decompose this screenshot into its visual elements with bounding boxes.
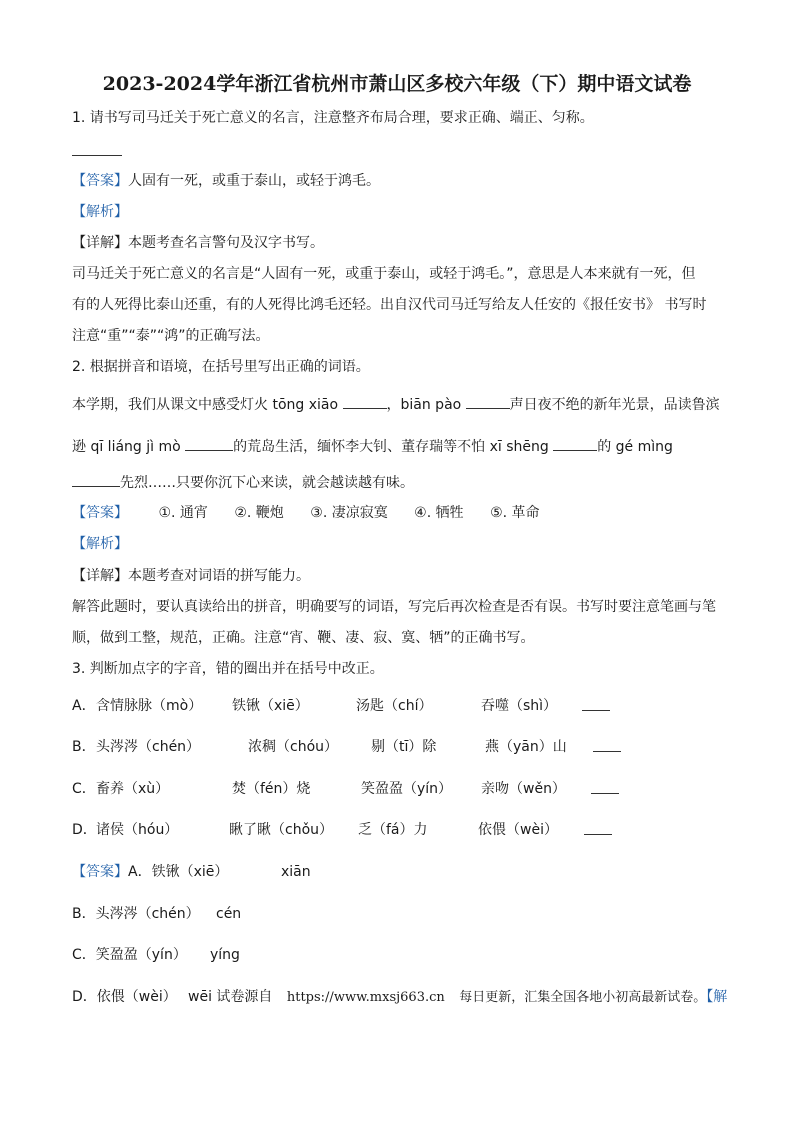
q3-answer-d: D．依偎（wèi） bbox=[72, 989, 177, 1005]
blank-1[interactable] bbox=[343, 394, 387, 409]
q2-line-3: 先烈……只要你沉下心来读，就会越读越有味。 bbox=[72, 472, 414, 493]
q3-question: 3. 判断加点字的字音，错的圈出并在括号中改正。 bbox=[72, 661, 384, 677]
q3-fix-d: wēi bbox=[188, 989, 212, 1005]
q1-detail: 本题考查名言警句及汉字书写。 bbox=[128, 235, 324, 251]
answer-blank-b[interactable] bbox=[593, 737, 621, 752]
q2-answer-1: ①. 通宵 bbox=[158, 505, 208, 521]
q1-analysis-tag: 【解析】 bbox=[72, 204, 128, 220]
q1-blank bbox=[72, 141, 122, 162]
q1-answer: 人固有一死，或重于泰山，或轻于鸿毛。 bbox=[128, 173, 380, 189]
blank-2[interactable] bbox=[466, 394, 510, 409]
detail-tag: 【详解】 bbox=[72, 235, 128, 251]
q2-answer-4: ④. 牺牲 bbox=[414, 505, 464, 521]
blank-4[interactable] bbox=[553, 436, 597, 451]
exam-page: 2023-2024学年浙江省杭州市萧山区多校六年级（下）期中语文试卷 1. 请书写司马迁关于死亡意义的名言，注意整齐布局合理，要求正确、端正、匀称。 【答案】人固有一死，或重于泰山，或轻于鸿毛。 【解析】 【详解】本题考查名言警句及汉字书写。 司马迁关于死亡意义的名言是“人固有一死，或重于泰山，或轻于鸿毛。”，意思是人本来就有一死，但 有的人死得比泰山还重，有的人死得比鸿毛还轻。出自汉代司马迁写给友人任安的《报任安书》 书写时 注意“重”“泰”“鸿”的正确写法。 2. 根据拼音和语境，在括号里写出正确的词语。 本学期，我们从课文中感受灯火 tōng xiāo ，biān pào 声日夜不绝的新年光景，品读鲁滨 逊 qī liáng jì mò 的荒岛生活，缅怀李大钊、董存瑞等不怕 xī shēng 的 gé mìng 先烈……只要你沉下心来读，就会越读越有味。 【答案】 ①. 通宵 ②. 鞭炮 ③. 凄凉寂寞 ④. 牺牲 ⑤. 革命 【解析】 【详解】本题考查对词语的拼写能力。 解答此题时，要认真读给出的拼音，明确要写的词语，写完后再次检查是否有误。书写时要注意笔画与笔 顺，做到工整，规范，正确。注意“宵、鞭、凄、寂、寞、牺”的正确书写。 3. 判断加点字的字音，错的圈出并在括号中改正。 A． 含情脉脉（mò） 铁锹（xiē） 汤匙（chí） 吞噬（shì） B． 头涔涔（chén） 浓稠（chóu） 剔（tī）除 燕（yān）山 C． 畜养（xù） 焚（fén）烧 笑盈盈（yín） 亲吻（wěn） D． 诸侯（hóu） 瞅了瞅（chǒu） 乏（fá）力 依偎（wèi） 【答案】A．铁锹（xiē） xiān B．头涔涔（chén） cén C．笑盈盈（yín） yíng D．依偎（wèi） wēi 试卷源自 https://www.mxsj663.cn 每日更新，汇集全国各地小初高最新试卷。【解 bbox=[0, 0, 794, 1123]
source-note: 试卷源自 bbox=[216, 989, 273, 1005]
source-note-2: 每日更新，汇集全国各地小初高最新试卷。 bbox=[459, 990, 707, 1005]
q3-fix-a: xiān bbox=[281, 864, 311, 880]
q2-analysis-tag: 【解析】 bbox=[72, 536, 128, 552]
q2-answer-2: ②. 鞭炮 bbox=[234, 505, 284, 521]
blank-5[interactable] bbox=[72, 472, 120, 487]
q1-question: 1. 请书写司马迁关于死亡意义的名言，注意整齐布局合理，要求正确、端正、匀称。 bbox=[72, 110, 594, 126]
q2-question: 2. 根据拼音和语境，在括号里写出正确的词语。 bbox=[72, 359, 370, 375]
q3-answer-d-fix-line bbox=[188, 987, 727, 1008]
answer-tag: 【答案】 bbox=[72, 173, 128, 189]
blank-3[interactable] bbox=[185, 436, 233, 451]
analysis-tag-cut: 【解 bbox=[706, 989, 728, 1005]
q3-fix-c: yíng bbox=[210, 947, 240, 963]
q1-answer-line bbox=[72, 171, 380, 191]
q1-explanation-2: 有的人死得比泰山还重，有的人死得比鸿毛还轻。出自汉代司马迁写给友人任安的《报任安书》 书写时 bbox=[72, 297, 707, 313]
q1-explanation-3: 注意“重”“泰”“鸿”的正确写法。 bbox=[72, 328, 270, 344]
q1-explanation-1: 司马迁关于死亡意义的名言是“人固有一死，或重于泰山，或轻于鸿毛。”，意思是人本来就有一死，但 bbox=[72, 266, 696, 282]
exam-title: 2023-2024学年浙江省杭州市萧山区多校六年级（下）期中语文试卷 bbox=[102, 73, 692, 95]
q2-answer-line bbox=[72, 503, 540, 523]
q3-answer-a: 【答案】A．铁锹（xiē） bbox=[72, 864, 229, 880]
q2-line-2: 逊 qī liáng jì mò 的荒岛生活，缅怀李大钊、董存瑞等不怕 xī shēng 的 gé mìng bbox=[72, 436, 673, 457]
q3-answer-c: C．笑盈盈（yín） bbox=[72, 947, 187, 963]
source-link[interactable]: https://www.mxsj663.cn bbox=[286, 990, 445, 1005]
answer-tag: 【答案】 bbox=[72, 505, 128, 521]
answer-blank-c[interactable] bbox=[591, 779, 619, 794]
q3-fix-b: cén bbox=[216, 906, 242, 922]
q2-answer-5: ⑤. 革命 bbox=[490, 505, 540, 521]
q3-answer-b: B．头涔涔（chén） bbox=[72, 906, 200, 922]
q2-answer-3: ③. 凄凉寂寞 bbox=[310, 505, 388, 521]
q2-detail-line: 【详解】本题考查对词语的拼写能力。 bbox=[72, 568, 310, 584]
q2-line-1: 本学期，我们从课文中感受灯火 tōng xiāo ，biān pào 声日夜不绝的新年光景，品读鲁滨 bbox=[72, 394, 720, 415]
q2-explanation-1: 解答此题时，要认真读给出的拼音，明确要写的词语，写完后再次检查是否有误。书写时要注意笔画与笔 bbox=[72, 599, 716, 615]
answer-blank-a[interactable] bbox=[582, 696, 610, 711]
q2-explanation-2: 顺，做到工整，规范，正确。注意“宵、鞭、凄、寂、寞、牺”的正确书写。 bbox=[72, 630, 535, 646]
answer-blank-d[interactable] bbox=[584, 820, 612, 835]
q2-detail: 本题考查对词语的拼写能力。 bbox=[128, 568, 310, 584]
q1-detail-line bbox=[72, 233, 324, 253]
